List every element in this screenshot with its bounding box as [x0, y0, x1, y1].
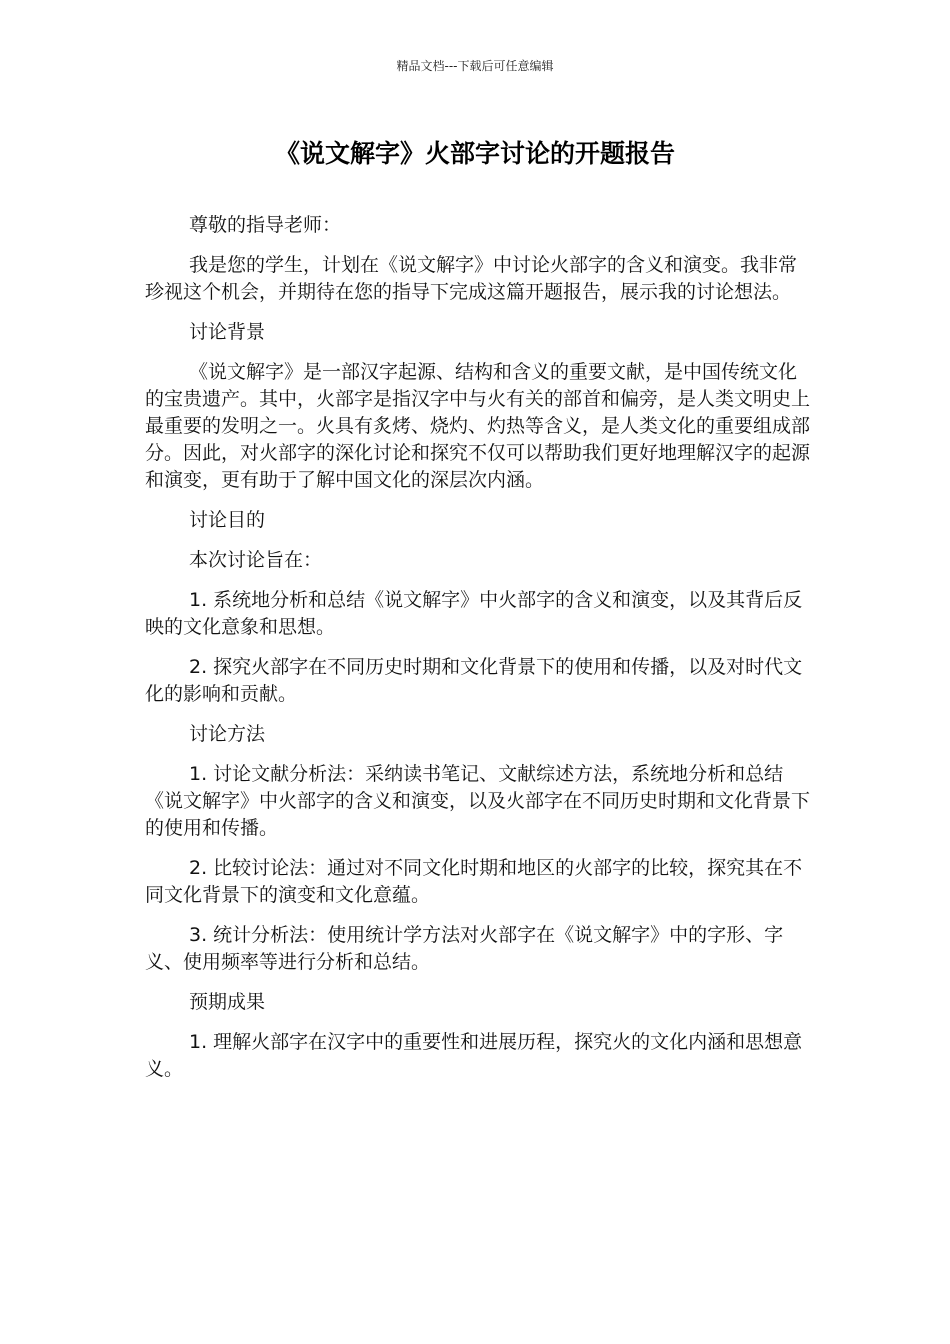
header-note: 精品文档---下载后可任意编辑	[396, 59, 554, 73]
section-heading-outcomes: 预期成果	[189, 991, 266, 1013]
purpose-intro: 本次讨论旨在：	[189, 549, 323, 571]
intro-paragraph: 我是您的学生，计划在《说文解字》中讨论火部字的含义和演变。我非常珍视这个机会，并期待在您的指导下完成这篇开题报告，展示我的讨论想法。	[145, 254, 798, 303]
section-heading-background: 讨论背景	[189, 321, 266, 343]
salutation: 尊敬的指导老师：	[189, 214, 342, 236]
method-item-1: 1. 讨论文献分析法：采纳读书笔记、文献综述方法，系统地分析和总结《说文解字》中火部字的含义和演变，以及火部字在不同历史时期和文化背景下的使用和传播。	[145, 763, 811, 839]
outcome-item-1: 1. 理解火部字在汉字中的重要性和进展历程，探究火的文化内涵和思想意义。	[145, 1031, 803, 1080]
background-paragraph: 《说文解字》是一部汉字起源、结构和含义的重要文献，是中国传统文化的宝贵遗产。其中，火部字是指汉字中与火有关的部首和偏旁，是人类文明史上最重要的发明之一。火具有炙烤、烧灼、灼热等含义，是人类文化的重要组成部分。因此，对火部字的深化讨论和探究不仅可以帮助我们更好地理解汉字的起源和演变，更有助于了解中国文化的深层次内涵。	[145, 361, 811, 491]
section-heading-purpose: 讨论目的	[189, 509, 266, 531]
method-item-2: 2. 比较讨论法：通过对不同文化时期和地区的火部字的比较，探究其在不同文化背景下的演变和文化意蕴。	[145, 857, 803, 906]
document-title: 《说文解字》火部字讨论的开题报告	[274, 139, 675, 168]
purpose-item-1: 1. 系统地分析和总结《说文解字》中火部字的含义和演变，以及其背后反映的文化意象和思想。	[145, 589, 803, 638]
method-item-3: 3. 统计分析法：使用统计学方法对火部字在《说文解字》中的字形、字义、使用频率等进行分析和总结。	[145, 924, 784, 973]
document-body	[145, 212, 810, 1096]
purpose-item-2: 2. 探究火部字在不同历史时期和文化背景下的使用和传播，以及对时代文化的影响和贡献。	[145, 656, 803, 705]
section-heading-method: 讨论方法	[189, 723, 266, 745]
